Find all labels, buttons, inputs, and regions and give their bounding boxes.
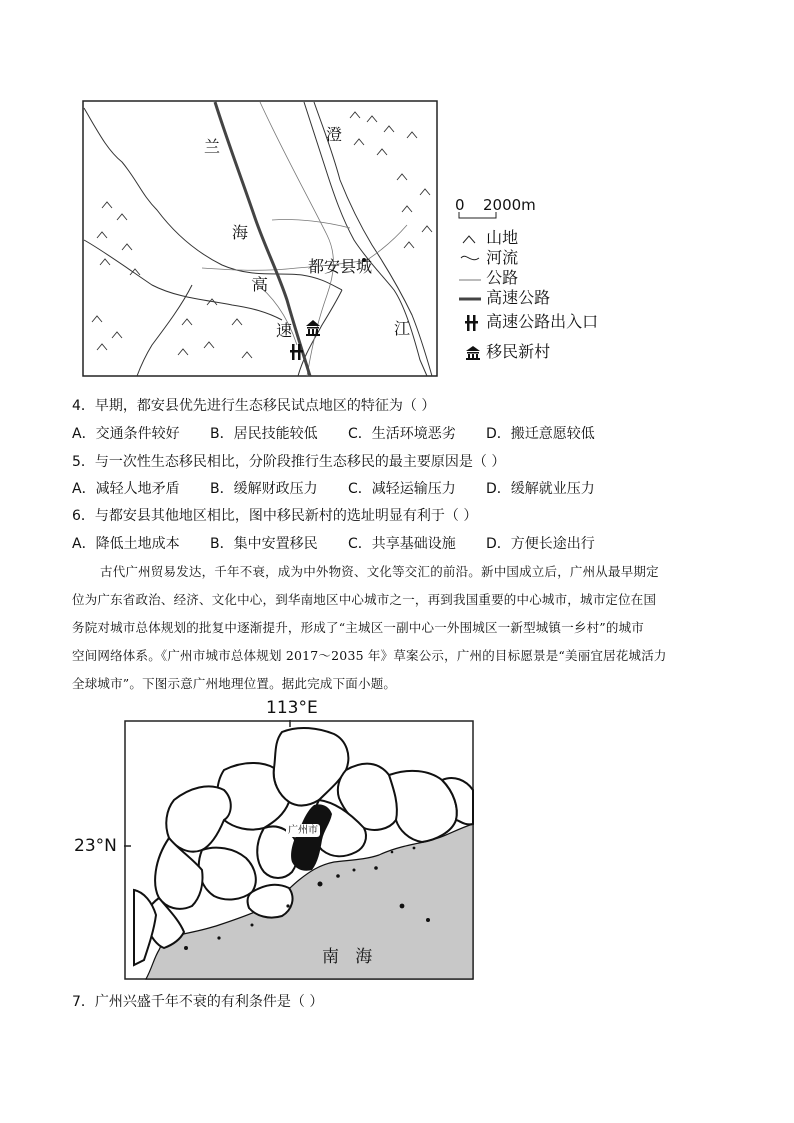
label-cheng: 澄: [326, 125, 343, 144]
passage: [72, 558, 724, 698]
q4-option-d[interactable]: D．搬迁意愿较低: [486, 426, 595, 442]
lat-label: 23°N: [74, 836, 117, 856]
q4-option-c[interactable]: C．生活环境恶劣: [348, 426, 456, 442]
scale-bar: [455, 194, 555, 220]
legend-label: 高速公路出入口: [486, 312, 599, 331]
q5-option-a[interactable]: A．减轻人地矛盾: [72, 481, 180, 497]
legend-label: 公路: [486, 268, 519, 287]
legend-road: [459, 268, 518, 288]
passage-line: 位为广东省政治、经济、文化中心，到华南地区中心城市之一，再到我国重要的中心城市，城市定位在国: [72, 592, 657, 607]
q5-option-d[interactable]: D．缓解就业压力: [486, 481, 595, 497]
question-4-stem: 4．早期，都安县优先进行生态移民试点地区的特征为（ ）: [72, 398, 436, 414]
mountain-icon: [459, 232, 481, 246]
legend-highway: [459, 288, 550, 308]
map-1: [82, 100, 438, 377]
highway-exit-icon: [463, 314, 481, 332]
q4-option-a[interactable]: A．交通条件较好: [72, 426, 180, 442]
label-hai: 海: [232, 223, 249, 242]
map-2-drawing: [124, 720, 474, 980]
scale-zero: 0: [455, 196, 465, 214]
q4-option-b[interactable]: B．居民技能较低: [210, 426, 318, 442]
sea-label: 南 海: [322, 947, 373, 967]
new-village-icon: [465, 345, 481, 361]
q6-option-d[interactable]: D．方便长途出行: [486, 536, 595, 552]
legend-label: 高速公路: [486, 288, 551, 307]
legend-label: 移民新村: [486, 342, 551, 361]
legend-highway-exit: [463, 312, 598, 332]
passage-line: 空间网络体系。《广州市城市总体规划 2017～2035 年》草案公示，广州的目标愿景是“美丽宜居花城活力: [72, 648, 667, 663]
passage-line: 务院对城市总体规划的批复中逐渐提升，形成了“主城区一副中心一外围城区一新型城镇一乡村”的城市: [72, 620, 644, 635]
river-icon: [459, 252, 481, 266]
lon-label: 113°E: [266, 698, 318, 718]
label-jiang: 江: [394, 319, 411, 338]
label-su: 速: [276, 321, 293, 340]
road-icon: [459, 272, 481, 286]
legend-new-village: [465, 342, 550, 362]
highway-icon: [459, 292, 481, 306]
legend-mountain: [459, 228, 518, 248]
q6-option-a[interactable]: A．降低土地成本: [72, 536, 180, 552]
map-1-legend: [455, 194, 655, 374]
q6-option-c[interactable]: C．共享基础设施: [348, 536, 456, 552]
map-2: [124, 720, 474, 980]
question-7-stem: 7．广州兴盛千年不衰的有利条件是（ ）: [72, 994, 324, 1010]
q5-option-b[interactable]: B．缓解财政压力: [210, 481, 318, 497]
label-lan: 兰: [204, 137, 221, 156]
label-county-town: 都安县城: [308, 257, 373, 276]
legend-label: 山地: [486, 228, 519, 247]
passage-line: 古代广州贸易发达，千年不衰，成为中外物资、文化等交汇的前沿。新中国成立后，广州从最早期定: [100, 564, 659, 579]
passage-line: 全球城市”。下图示意广州地理位置。据此完成下面小题。: [72, 676, 397, 691]
scale-distance: 2000m: [483, 196, 536, 214]
legend-river: [459, 248, 518, 268]
map-1-drawing: [82, 100, 438, 377]
question-6-stem: 6．与都安县其他地区相比，图中移民新村的选址明显有利于（ ）: [72, 508, 478, 524]
guangzhou-label: 广州市: [288, 825, 318, 836]
q5-option-c[interactable]: C．减轻运输压力: [348, 481, 456, 497]
legend-label: 河流: [486, 248, 519, 267]
label-gao: 高: [252, 275, 269, 294]
question-5-stem: 5．与一次性生态移民相比，分阶段推行生态移民的最主要原因是（ ）: [72, 454, 506, 470]
q6-option-b[interactable]: B．集中安置移民: [210, 536, 318, 552]
